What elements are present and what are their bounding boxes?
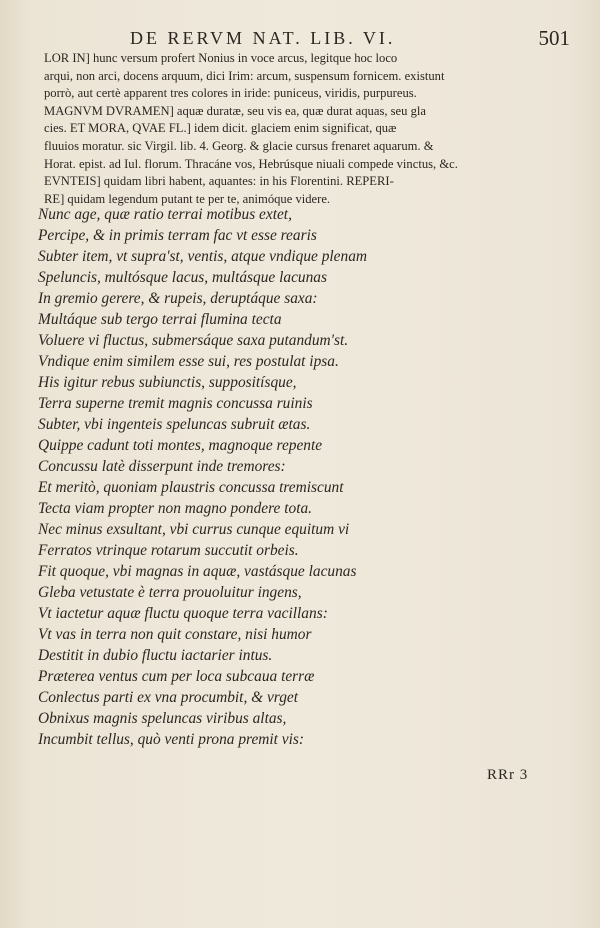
verse-line: Nec minus exsultant, vbi currus cunque equitum vi — [38, 521, 350, 538]
verse-line: Et meritò, quoniam plaustris concussa tremiscunt — [38, 479, 344, 496]
verse-line: Voluere vi fluctus, submersáque saxa putandum'st. — [38, 332, 349, 349]
verse-line: Fit quoque, vbi magnas in aquæ, vastásque lacunas — [38, 563, 357, 580]
signature-mark: RRr 3 — [487, 767, 529, 783]
verse-line: Conlectus parti ex vna procumbit, & vrget — [38, 689, 299, 706]
commentary-line: porrò, aut certè apparent tres colores in iride: puniceus, viridis, purpureus. — [44, 86, 417, 101]
commentary-line: RE] quidam legendum putant te per te, animóque videre. — [44, 191, 331, 206]
commentary-line: cies. ET MORA, QVAE FL.] idem dicit. glaciem enim significat, quæ — [44, 121, 397, 136]
verse-line: Nunc age, quæ ratio terrai motibus extet, — [38, 206, 292, 223]
verse-line: Vt iactetur aquæ fluctu quoque terra vacillans: — [38, 605, 328, 622]
commentary-block — [44, 50, 572, 208]
verse-line: Concussu latè disserpunt inde tremores: — [38, 458, 286, 475]
running-title: DE RERVM NAT. LIB. VI. — [130, 28, 396, 48]
commentary-line: EVNTEIS] quidam libri habent, aquantes: in his Florentini. REPERI- — [44, 174, 394, 189]
commentary-line: Horat. epist. ad Iul. florum. Thracáne vos, Hebrúsque niuali compede vinctus, &c. — [44, 156, 458, 171]
commentary-line: LOR IN] hunc versum profert Nonius in voce arcus, legitque hoc loco — [44, 51, 398, 65]
verse-line: Quippe cadunt toti montes, magnoque repente — [38, 437, 323, 454]
verse-line: Obnixus magnis speluncas viribus altas, — [38, 710, 287, 727]
verse-line: His igitur rebus subiunctis, suppositísque, — [38, 374, 297, 391]
verse-line: Ferratos vtrinque rotarum succutit orbeis. — [38, 542, 299, 559]
verse-line: Præterea ventus cum per loca subcaua terræ — [38, 668, 315, 685]
verse-line: In gremio gerere, & rupeis, deruptáque saxa: — [38, 290, 318, 307]
verse-block — [38, 204, 558, 750]
verse-line: Multáque sub tergo terrai flumina tecta — [38, 311, 282, 328]
verse-line: Subter, vbi ingenteis speluncas subruit ætas. — [38, 416, 311, 433]
verse-line: Gleba vetustate è terra prouoluitur ingens, — [38, 584, 302, 601]
commentary-line: arqui, non arci, docens arquum, dici Irim: arcum, suspensum fornicem. existunt — [44, 68, 445, 83]
verse-line: Tecta viam propter non magno pondere tota. — [38, 500, 313, 517]
verse-line: Vt vas in terra non quit constare, nisi humor — [38, 626, 312, 643]
commentary-line: fluuios moratur. sic Virgil. lib. 4. Georg. & glacie cursus frenaret aquarum. & — [44, 138, 434, 153]
verse-line: Subter item, vt supra'st, ventis, atque vndique plenam — [38, 248, 368, 265]
verse-line: Destitit in dubio fluctu iactarier intus. — [38, 647, 273, 664]
page-number: 501 — [538, 26, 570, 50]
commentary-line: MAGNVM DVRAMEN] aquæ duratæ, seu vis ea, quæ durat aquas, seu gla — [44, 103, 426, 118]
verse-line: Terra superne tremit magnis concussa ruinis — [38, 395, 313, 412]
verse-line: Percipe, & in primis terram fac vt esse rearis — [38, 227, 317, 244]
verse-line: Vndique enim similem esse sui, res postulat ipsa. — [38, 353, 339, 370]
verse-line: Speluncis, multósque lacus, multásque lacunas — [38, 269, 327, 286]
verse-line: Incumbit tellus, quò venti prona premit vis: — [38, 731, 305, 748]
running-head — [130, 28, 570, 52]
